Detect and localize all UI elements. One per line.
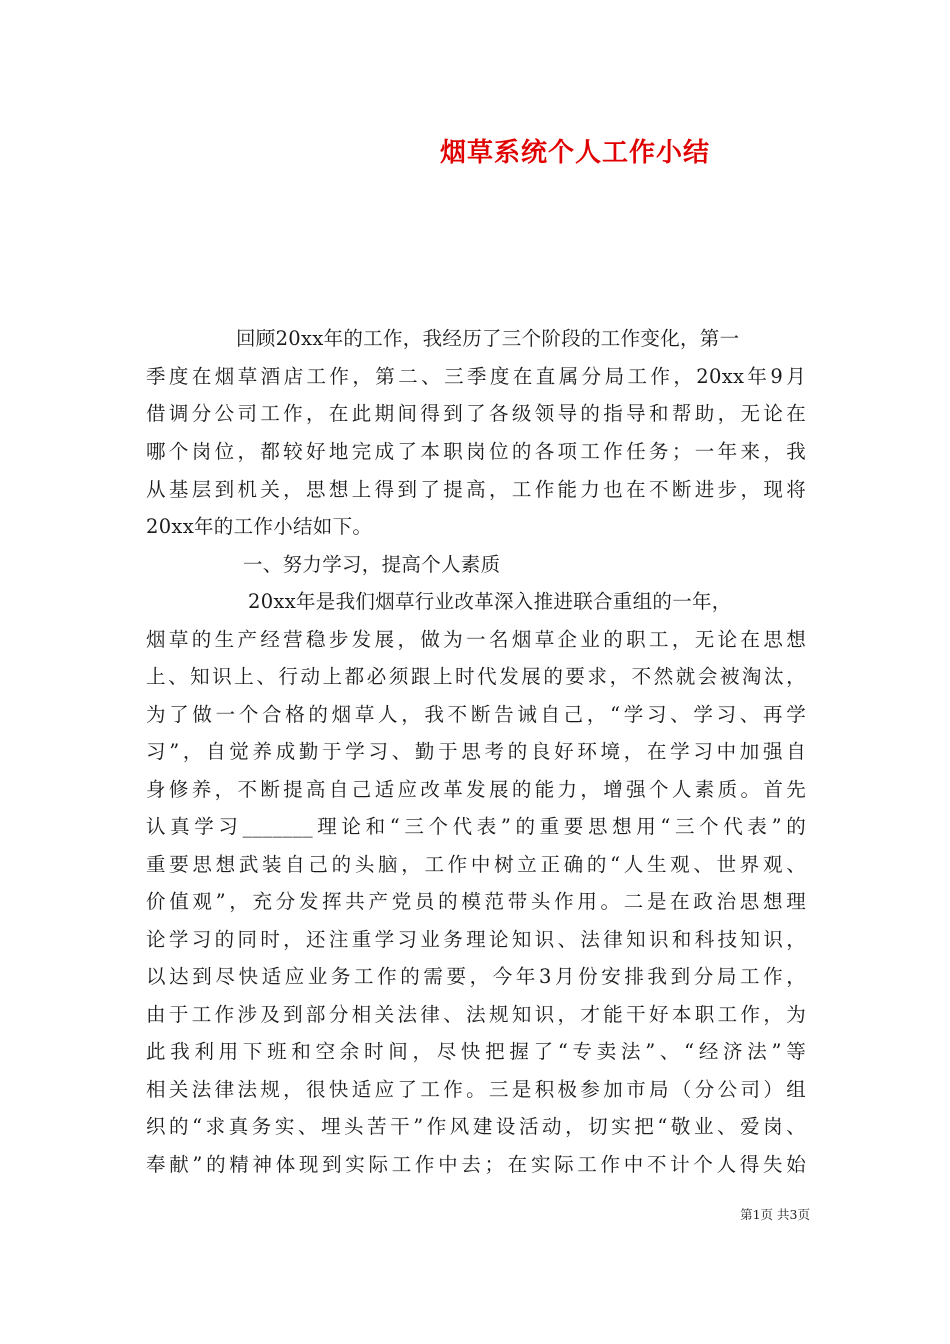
paragraph-2-line-3: 上、知识上、行动上都必须跟上时代发展的要求，不然就会被淘汰， [146, 665, 806, 688]
paragraph-1-line-1: 回顾20xx年的工作，我经历了三个阶段的工作变化，第一 [236, 327, 740, 350]
paragraph-2-line-11: 以达到尽快适应业务工作的需要，今年3月份安排我到分局工作， [146, 965, 806, 988]
paragraph-1-line-4: 哪个岗位，都较好地完成了本职岗位的各项工作任务；一年来，我 [146, 440, 806, 463]
paragraph-2-line-12: 由于工作涉及到部分相关法律、法规知识，才能干好本职工作，为 [146, 1003, 806, 1026]
section-heading-1: 一、努力学习，提高个人素质 [243, 553, 501, 576]
paragraph-1-line-3: 借调分公司工作，在此期间得到了各级领导的指导和帮助，无论在 [146, 402, 806, 425]
document-title: 烟草系统个人工作小结 [439, 138, 710, 168]
paragraph-1-line-2: 季度在烟草酒店工作，第二、三季度在直属分局工作，20xx年9月 [146, 365, 806, 388]
paragraph-2-line-1: 20xx年是我们烟草行业改革深入推进联合重组的一年， [248, 590, 732, 613]
page-number: 第1页 共3页 [740, 1207, 810, 1222]
paragraph-1-line-5: 从基层到机关，思想上得到了提高，工作能力也在不断进步，现将 [146, 478, 806, 501]
paragraph-2-line-8: 重要思想武装自己的头脑，工作中树立正确的“人生观、世界观、 [146, 853, 806, 876]
paragraph-2-line-15: 织的“求真务实、埋头苦干”作风建设活动，切实把“敬业、爱岗、 [146, 1115, 806, 1138]
paragraph-2-line-13: 此我利用下班和空余时间，尽快把握了“专卖法”、“经济法”等 [146, 1040, 806, 1063]
paragraph-2-line-10: 论学习的同时，还注重学习业务理论知识、法律知识和科技知识， [146, 928, 806, 951]
paragraph-1-line-6: 20xx年的工作小结如下。 [146, 515, 373, 538]
paragraph-2-line-5: 习”，自觉养成勤于学习、勤于思考的良好环境，在学习中加强自 [146, 740, 806, 763]
paragraph-2-line-4: 为了做一个合格的烟草人，我不断告诫自己，“学习、学习、再学 [146, 703, 806, 726]
paragraph-2-line-16: 奉献”的精神体现到实际工作中去；在实际工作中不计个人得失始 [146, 1153, 806, 1176]
paragraph-2-line-6: 身修养，不断提高自己适应改革发展的能力，增强个人素质。首先 [146, 778, 806, 801]
paragraph-2-line-14: 相关法律法规，很快适应了工作。三是积极参加市局（分公司）组 [146, 1078, 806, 1101]
paragraph-2-line-9: 价值观”，充分发挥共产党员的模范带头作用。二是在政治思想理 [146, 890, 806, 913]
paragraph-2-line-2: 烟草的生产经营稳步发展，做为一名烟草企业的职工，无论在思想 [146, 628, 806, 651]
paragraph-2-line-7: 认真学习_______理论和“三个代表”的重要思想用“三个代表”的 [146, 815, 806, 838]
